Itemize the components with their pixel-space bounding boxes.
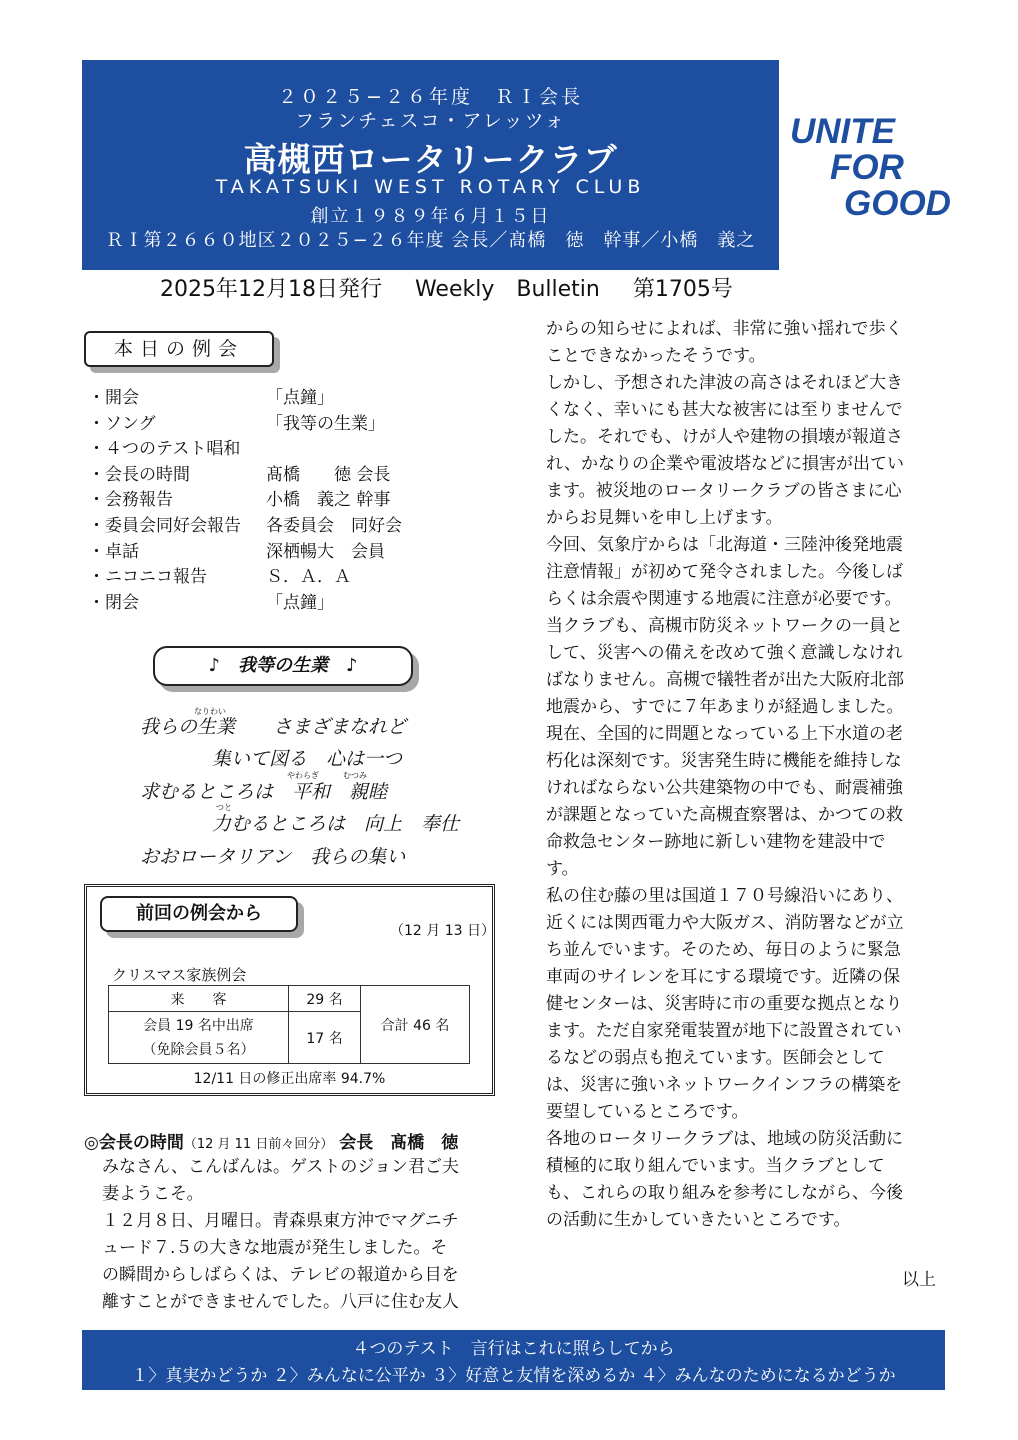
text-line: 各地のロータリークラブは、地域の防災活動に [546,1129,903,1149]
text-line: 朽化は深刻です。災害発生時に機能を維持しな [546,751,902,771]
member-label-cell [109,1012,289,1064]
song-heading: ♪ 我等の生業 ♪ [153,646,413,686]
header-banner [82,60,779,270]
text-line: 当クラブも、高槻市防災ネットワークの一員と [546,616,903,636]
founded-date: 創立１９８９年６月１５日 [310,206,551,227]
agenda-label: ・会長の時間 [88,464,190,485]
text-line: １２月８日、月曜日。青森県東方沖でマグニチ [102,1211,459,1231]
text-line: 現在、全国的に問題となっている上下水道の老 [546,724,903,744]
text-line: 近くには関西電力や大阪ガス、消防署などが立 [546,913,904,933]
total-cell: 合計 46 名 [361,986,470,1064]
guest-label-cell: 来 客 [109,986,289,1012]
today-meeting-heading: 本日の例会 [84,331,274,367]
president-heading-name: 会長 髙橋 徳 [339,1133,459,1153]
text-line: ばなりません。高槻で犠牲者が出た大阪府北部 [546,670,905,690]
song-line: 集いて図る 心は一つ [212,748,403,770]
song-line: 力むるところは 向上 奉仕 [212,813,460,835]
agenda-label: ・ニコニコ報告 [88,567,207,588]
club-name: 高槻西ロータリークラブ [243,140,618,179]
text-line: るなどの弱点も抱えています。医師会として [546,1048,885,1068]
ri-year-line: ２０２５−２６年度 ＲＩ会長 [278,86,583,108]
attendance-table [108,985,470,1064]
text-line: も、これらの取り組みを参考にしながら、今後 [546,1183,903,1203]
text-line: 注意情報」が初めて発令されました。今後しば [546,562,903,582]
four-way-test-footer [82,1330,945,1390]
song-line: 我らの生業 さまざまなれど [140,716,407,738]
agenda-label: ・閉会 [88,592,139,613]
text-line: す。 [546,859,579,879]
agenda-value: 小橋 義之 幹事 [266,490,391,511]
text-line: の瞬間からしばらくは、テレビの報道から目を [102,1265,459,1285]
agenda-value: Ｓ．Ａ．Ａ [266,567,351,588]
text-line: れ、かなりの企業や電波塔などに損害が出てい [546,454,905,474]
text-line: くなく、幸いにも甚大な被害には至りませんで [546,400,903,420]
issue-line: 2025年12月18日発行 Weekly Bulletin 第1705号 [160,277,733,302]
president-text-left [102,1154,459,1316]
song-ruby: やわらぎ [287,771,319,780]
member-count-cell: 17 名 [289,1012,361,1064]
logo-word-1: UNITE [790,112,895,151]
member-label-line: 会員 19 名中出席 [143,1017,254,1034]
text-line: らくは余震や関連する地震に注意が必要です。 [546,589,902,609]
text-line: 離すことができませんでした。八戸に住む友人 [102,1292,459,1312]
text-line: して、災害への備えを改めて強く意識しなけれ [546,643,903,663]
text-line: ュード７.５の大きな地震が発生しました。そ [102,1238,448,1258]
agenda-label: ・ソング [88,413,156,434]
ri-president-name: フランチェスコ・アレッツォ [295,110,566,132]
club-name-en: TAKATSUKI WEST ROTARY CLUB [215,176,646,198]
text-line: からの知らせによれば、非常に強い揺れで歩く [546,319,903,339]
song-ruby: つと [216,803,232,812]
text-line: は、災害に強いネットワークインフラの構築を [546,1075,903,1095]
agenda-value: 「点鐘」 [266,388,334,408]
previous-meeting-event: クリスマス家族例会 [112,966,247,984]
text-line: 私の住む藤の里は国道１７０号線沿いにあり、 [546,886,903,906]
president-time-heading [84,1128,458,1153]
text-line: ち並んでいます。そのため、毎日のように緊急 [546,940,901,960]
song-line: おおロータリアン 我らの集い [140,846,406,868]
text-line: 健センターは、災害時に市の重要な拠点となり [546,994,903,1014]
text-line: が課題となっていた高槻査察署は、かつての救 [546,805,903,825]
text-line: した。それでも、けが人や建物の損壊が報道さ [546,427,903,447]
four-way-test-title: ４つのテスト 言行はこれに照らしてから [352,1339,675,1359]
text-line: 積極的に取り組んでいます。当クラブとして [546,1156,885,1176]
song-ruby: むつみ [343,771,367,780]
text-line: の活動に生かしていきたいところです。 [546,1210,851,1230]
agenda-label: ・会務報告 [88,490,173,511]
agenda-label: ・開会 [88,388,139,408]
unite-for-good-logo [782,114,952,224]
agenda-value: 「我等の生業」 [266,413,385,434]
logo-word-3: GOOD [844,184,951,223]
attendance-rate-note: 12/11 日の修正出席率 94.7% [193,1071,386,1087]
previous-meeting-heading: 前回の例会から [100,896,298,932]
president-heading-date: （12 月 11 日前々回分） [183,1137,334,1152]
agenda-label: ・卓話 [88,541,139,562]
text-line: 命救急センター跡地に新しい建物を建設中で [546,832,886,852]
agenda-value: 髙橋 徳 会長 [266,464,391,485]
text-line: しかし、予想された津波の高さはそれほど大き [546,373,903,393]
logo-word-2: FOR [830,148,904,187]
agenda-value: 各委員会 同好会 [266,515,402,536]
agenda-value: 「点鐘」 [266,592,334,613]
text-line: 今回、気象庁からは「北海道・三陸沖後発地震 [546,535,903,555]
previous-meeting-date: （12 月 13 日） [390,923,495,939]
president-heading-main: ◎会長の時間 [84,1133,184,1153]
table-row [109,986,470,1012]
text-line: ます。被災地のロータリークラブの皆さまに心 [546,481,902,501]
text-line: ます。ただ自家発電装置が地下に設置されてい [546,1021,902,1041]
text-line: ことできなかったそうです。 [546,346,766,366]
agenda-value: 深栖暢大 会員 [266,541,385,562]
text-line: みなさん、こんばんは。ゲストのジョン君ご夫 [102,1157,459,1177]
president-text-right [546,316,904,1234]
text-line: 要望しているところです。 [546,1102,749,1122]
text-line: 車両のサイレンを耳にする環境です。近隣の保 [546,967,901,987]
text-line: ければならない公共建築物の中でも、耐震補強 [546,778,903,798]
song-line: 求むるところは 平和 親睦 [140,781,388,803]
district-officers: ＲＩ第２６６０地区２０２５−２６年度 会長／髙橋 徳 幹事／小橋 義之 [105,230,756,251]
text-line: からお見舞いを申し上げます。 [546,508,783,528]
agenda-label: ・委員会同好会報告 [88,515,241,536]
text-line: 妻ようこそ。 [102,1184,204,1204]
agenda-label: ・４つのテスト唱和 [88,439,241,460]
four-way-test-items: １〉真実かどうか ２〉みんなに公平か ３〉好意と友情を深めるか ４〉みんなのためになるかどうか [131,1366,896,1386]
song-ruby: なりわい [194,707,226,716]
text-line: 地震から、すでに７年あまりが経過しました。 [546,697,904,717]
member-label-line: （免除会員５名） [142,1041,255,1058]
guest-count-cell: 29 名 [289,986,361,1012]
closing-text: 以上 [902,1270,936,1290]
